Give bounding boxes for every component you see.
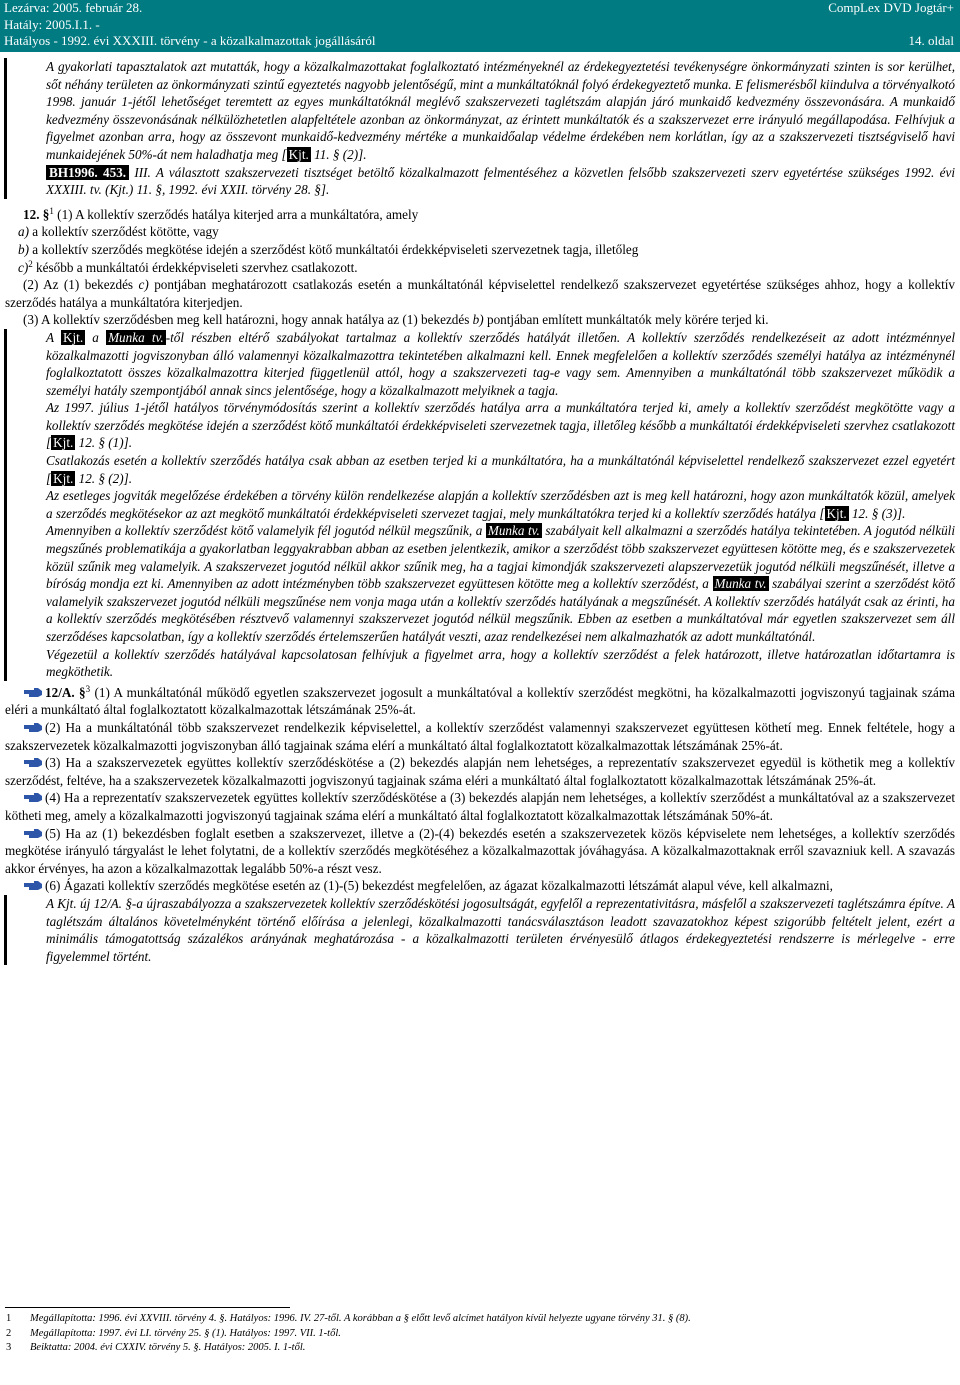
hand-pointer-icon[interactable] bbox=[23, 756, 43, 768]
annotation-bar bbox=[4, 58, 7, 199]
section-12a-para-1: 12/A. §$^3$ (1) A munkáltatónál működő egyetlen szakszervezet jogosult a munkáltatóval a kollektív szerződést megkötni, ha közalkalmazotti jogviszonyú tagjainak száma eléri a munkáltató által foglalkoztatott közalkalmazottak létszámának 25%-át. bbox=[5, 683, 955, 718]
footnote-ref[interactable]: 1 bbox=[49, 205, 54, 216]
annotation-paragraph: Az 1997. július 1-jétől hatályos törvénymódosítás szerint a kollektív szerződés hatálya arra a munkáltatóra terjed ki, amely a kollektív szerződést megkötötte vagy a kollektív szerződés megkötése idején a szerződést kötő munkáltatói érdekképviseleti szervezetnek tagja, illetőleg később a munkáltatói érdekképviseleti szervhez csatlakozott [ Kjt. 12. § (1)]. bbox=[46, 400, 955, 451]
hand-pointer-icon[interactable] bbox=[23, 721, 43, 733]
point-b: b) a kollektív szerződés megkötése idején a szerződést kötő munkáltatói érdekképviseleti szervezetnek tagja, illetőleg bbox=[18, 241, 639, 257]
hand-pointer-icon[interactable] bbox=[23, 791, 43, 803]
annotation-block-3 bbox=[0, 895, 960, 965]
annotation-paragraph: Az esetleges jogviták megelőzése érdekében a törvény külön rendelkezése alapján a kollektív szerződésben azt is meg kell határozni, hogy azon munkáltatók közül, amelyek a szerződés megkötésekor az azt megkötő munkáltatói érdekképviseleti szervezet tagjai, mely munkáltatókra terjed ki a kollektív szerződés hatálya [ Kjt. 12. § (3)]. bbox=[46, 488, 955, 521]
point-a: a) a kollektív szerződést kötötte, vagy bbox=[18, 224, 219, 240]
annotation-paragraph: Amennyiben a kollektív szerződést kötő valamelyik fél jogutód nélkül megszűnik, a Munka tv. szabályait kell alkalmazni a szerződés hatálya tekintetében. A jogutód nélküli megszűnés problematikája a gyakorlatban leggyakrabban abban az esetben jelentkezik, amikor a szerződést több szakszervezet együttesen kötötte meg, és e szakszervezetek közül szűnik meg valamelyik. A szakszervezet jogutód nélkül akkor szűnik meg, ha a tagjai kimondják szakszervezeti alapszervezetük jogutód nélküli megszűnését, illetve a bíróság mondja ezt ki. Amennyiben az adott intézményben több szakszervezet együttesen kötötte meg a kollektív szerződést, a Munka tv. szabályai szerint a szerződést kötő valamelyik szakszervezet jogutód nélküli megszűnése nem vonja maga után a kollektív szerződés hatályának a megszűnését. A kollektív szerződés hatályát csak az érinti, ha a kollektív szerződés megkötésében résztvevő valamennyi szakszervezet jogutód nélkül megszűnik. Ebben az esetben a munkáltatóval már egyetlen szakszervezet sem áll szerződéses kapcsolatban, így a kollektív szerződés értelemszerűen hatályát veszti, azaz rendelkezései nem alkalmazhatók az adott munkáltatónál. bbox=[46, 523, 955, 644]
annotation-bar bbox=[4, 895, 7, 965]
section-number: 12/A. § bbox=[45, 684, 86, 700]
annotation-paragraph: A Kjt. új 12/A. §-a újraszabályozza a szakszervezetek kollektív szerződéskötési jogosultságát, egyfelől a reprezentativitásra, másfelől a szakszervezeti taglétszámra építve. A taglétszám általános követelményként történő előírása a jelenlegi, közalkalmazotti tanácsválasztáson leadott szavazatokhoz képest szigorúbb feltételt jelent, ezért a minimális támogatottság százalékos arányának meghatározása - a közalkalmazotti területen érvényesülő átlagos érdekegyeztetési rendszerre is mérlegelve - erre figyelemmel történt. bbox=[46, 895, 955, 964]
document-header bbox=[0, 0, 960, 52]
hand-pointer-icon[interactable] bbox=[23, 686, 43, 698]
footnote-ref[interactable]: 3 bbox=[85, 683, 91, 694]
document-body bbox=[0, 58, 960, 965]
footnote: 3 Beiktatta: 2004. évi CXXIV. törvény 5. §. Hatályos: 2005. I. 1-től. bbox=[6, 1342, 306, 1354]
annotation-block-1 bbox=[0, 58, 960, 199]
section-12a-para-3: (3) Ha a szakszervezetek együttes kollektív szerződéskötése a (2) bekezdés alapján nem lehetséges, a reprezentatív szakszervezet egyedül is köthetik meg a kollektív szerződést, feltéve, ha a szakszervezetek közalkalmazotti jogviszonyú tagjainak száma eléri a munkáltató által foglalkoztatott közalkalmazottak létszámának 25%-át. bbox=[5, 755, 955, 788]
product-name: CompLex DVD Jogtár+ bbox=[828, 0, 954, 15]
munka-tv-link[interactable]: Munka tv. bbox=[714, 576, 767, 592]
annotation-paragraph: Csatlakozás esetén a kollektív szerződés hatálya csak abban az esetben terjed ki a munkáltatóra, ha a munkáltatónál képviselettel rendelkező szakszervezet ezzel egyetért [ Kjt. 12. § (2)]. bbox=[46, 453, 955, 486]
point-c: c)$^2$ később a munkáltatói érdekképviseleti szervhez csatlakozott. bbox=[18, 258, 358, 275]
hand-pointer-icon[interactable] bbox=[23, 827, 43, 839]
footnote: 2 Megállapította: 1997. évi LI. törvény 25. § (1). Hatályos: 1997. VII. 1-től. bbox=[6, 1327, 341, 1339]
footnote-ref[interactable]: 2 bbox=[28, 258, 33, 269]
section-12a-para-5: (5) Ha az (1) bekezdésben foglalt esetben a szakszervezet, illetve a (2)-(4) bekezdés esetén a szakszervezetek közös képviselete nem lehetséges, a kollektív szerződés megkötése irányuló tárgyalást le lehet folytatni, de a kollektív szerződés megkötéséhez a közalkalmazottak jóváhagyása. A közalkalmazottaknak erről szavazniuk kell. A szavazás akkor érvényes, ha azon a közalkalmazottak legalább 50%-a részt vesz. bbox=[5, 825, 955, 876]
annotation-block-2 bbox=[0, 329, 960, 681]
footnote-separator bbox=[5, 1307, 290, 1308]
closed-date: Lezárva: 2005. február 28. bbox=[4, 0, 143, 15]
hand-pointer-icon[interactable] bbox=[23, 879, 43, 891]
kjt-link[interactable]: Kjt. bbox=[53, 470, 74, 486]
annotation-paragraph: A Kjt. a Munka tv. -től részben eltérő szabályokat tartalmaz a kollektív szerződés hatályát illetően. A kollektív szerződés rendelkezéseit az adott intézménnyel közalkalmazotti jogviszonyban álló valamennyi közalkalmazottra tekintetében alkalmazni kell. Ennek megfelelően a kollektív szerződés személyi hatálya az intézménynél foglalkoztatott összes közalkalmazottra kiterjed függetlenül attól, hogy a szakszervezeti tag-e vagy sem. Amennyiben a munkáltatónál több szakszervezet működik a személyi hatály szempontjából annak sincs jelentősége, hogy a közalkalmazott melyiknek a tagja. bbox=[46, 329, 955, 398]
section-12-para-2: (2) Az (1) bekezdés c) pontjában meghatározott csatlakozás esetén a munkáltatónál képviselettel rendelkező szakszervezet egyetértése szükséges ahhoz, hogy a kollektív szerződés hatálya a munkáltatóra kiterjedjen. bbox=[5, 277, 955, 310]
law-title: Hatályos - 1992. évi XXXIII. törvény - a közalkalmazottak jogállásáról bbox=[4, 33, 376, 49]
section-12a-para-6: (6) Ágazati kollektív szerződés megkötése esetén az (1)-(5) bekezdést megfelelően, az ágazat közalkalmazotti létszámát alapul véve, kell alkalmazni, bbox=[0, 877, 960, 895]
bh-link[interactable]: BH1996. 453. bbox=[46, 165, 129, 180]
munka-tv-link[interactable]: Munka tv. bbox=[487, 523, 540, 539]
footnote: 1 Megállapította: 1996. évi XXVIII. törvény 4. §. Hatályos: 1996. IV. 27-től. A korábban a § előtt levő alcímet hatályon kívül helyezte ugyane törvény 31. § (8). bbox=[6, 1313, 691, 1324]
page-number: 14. oldal bbox=[908, 33, 954, 49]
annotation-bar bbox=[4, 329, 7, 681]
annotation-paragraph: A gyakorlati tapasztalatok azt mutatták, hogy a közalkalmazottakat foglalkoztató intézményeknél az érdekegyeztetési tevékenységre önkormányzati szinten is sor kerülhet, sőt néhány területen az önkormányzati szintű egyeztetés nagyobb jelentőségű, mint a munkáltatóknál folyó érdekegyeztető munka. E felismerésből kiindulva a törvényalkotó 1998. január 1-jétől lehetőséget teremtett az egyes munkáltatóknál meglévő szakszervezeti taglétszám alapján járó munkaidő kedvezmény összevonására. A munkaidő kedvezmény összevonásának nélkülözhetetlen alapfeltétele azonban az önkormányzat, az érintett munkáltatók és a szakszervezet erre irányuló megállapodása. Felhívjuk a figyelmet azonban arra, hogy az összevont munkaidő-kedvezmény mértéke a munkaidőalap védelme érdekében nem korlátlan, így az a szakszervezeti tisztségviselő havi munkaidejének 50%-át nem haladhatja meg [ Kjt. 11. § (2)]. BH1996. 453. III. A választott szakszervezeti tisztséget betöltő közalkalmazott felmentéséhez a közvetlen felsőbb szakszervezeti szerv egyetértése szükséges 1992. évi XXXIII. tv. (Kjt.) 11. §, 1992. évi XXII. törvény 28. §]. bbox=[46, 59, 955, 198]
annotation-paragraph: Végezetül a kollektív szerződés hatályával kapcsolatosan felhívjuk a figyelmet arra, hogy a kollektív szerződést a felek határozott, illetve határozatlan időtartamra is megköthetik. bbox=[46, 646, 955, 680]
kjt-link[interactable]: Kjt. bbox=[62, 329, 84, 345]
section-12-para-3: (3) A kollektív szerződésben meg kell határozni, hogy annak hatálya az (1) bekezdés b) pontjában említett munkáltatók mely körére terjed ki. bbox=[23, 312, 769, 328]
kjt-link[interactable]: Kjt. bbox=[288, 146, 309, 162]
kjt-link[interactable]: Kjt. bbox=[53, 435, 74, 451]
munka-tv-link[interactable]: Munka tv. bbox=[108, 329, 164, 345]
section-number: 12. § bbox=[23, 206, 50, 222]
section-12-para-1: 12. §$^1$ (1) A kollektív szerződés hatálya kiterjed arra a munkáltatóra, amely bbox=[23, 205, 419, 222]
footnotes bbox=[0, 1312, 960, 1356]
kjt-link[interactable]: Kjt. bbox=[826, 505, 847, 521]
effect-date: Hatály: 2005.I.1. - bbox=[4, 16, 100, 32]
section-12a-para-4: (4) Ha a reprezentatív szakszervezetek együttes kollektív szerződéskötése a (3) bekezdés alapján nem lehetséges, a kollektív szerződést a munkáltatóval az a szakszervezet kötheti meg, amely a közalkalmazotti jogviszonyú tagjainak száma elérí a munkáltató által foglalkoztatott közalkalmazottak létszámának 50%-át. bbox=[5, 790, 955, 823]
section-12a-para-2: (2) Ha a munkáltatónál több szakszervezet rendelkezik képviselettel, a kollektív szerződést valamennyi szakszervezet együttesen köthetí meg. Ennek feltétele, hogy a szakszervezetek közalkalmazotti jogviszonyban álló tagjainak száma elérí a munkáltató által foglalkoztatott közalkalmazottak létszámának 25%-át. bbox=[5, 719, 955, 753]
